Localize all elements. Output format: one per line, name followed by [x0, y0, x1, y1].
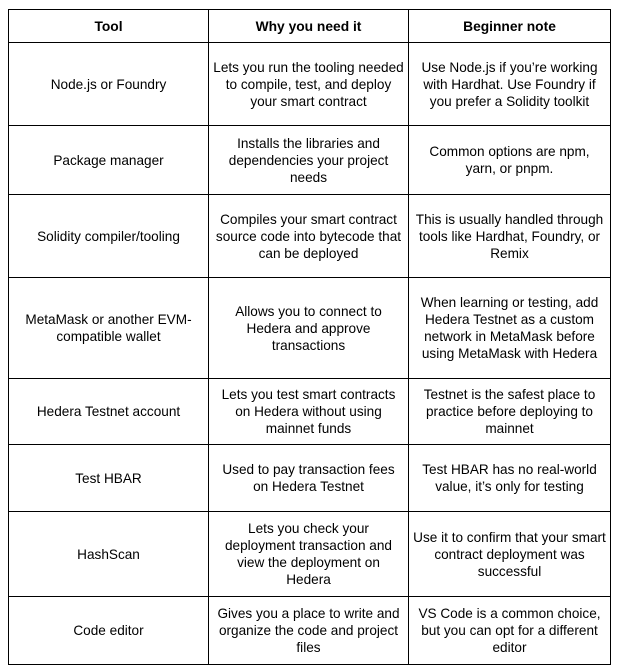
table-row	[9, 278, 611, 379]
header-why: Why you need it	[209, 10, 409, 43]
cell-tool: HashScan	[9, 512, 209, 597]
cell-tool: Solidity compiler/tooling	[9, 195, 209, 278]
header-tool: Tool	[9, 10, 209, 43]
table-row	[9, 512, 611, 597]
cell-tool: Node.js or Foundry	[9, 43, 209, 126]
table-row	[9, 445, 611, 512]
header-note: Beginner note	[409, 10, 611, 43]
header-row	[9, 10, 611, 43]
table-body	[9, 43, 611, 665]
cell-why: Installs the libraries and dependencies your project needs	[209, 126, 409, 195]
table-row	[9, 597, 611, 665]
cell-why: Lets you test smart contracts on Hedera without using mainnet funds	[209, 379, 409, 445]
cell-why: Gives you a place to write and organize the code and project files	[209, 597, 409, 665]
cell-note: Test HBAR has no real-world value, it’s only for testing	[409, 445, 611, 512]
table-header	[9, 10, 611, 43]
table-row	[9, 379, 611, 445]
cell-note: Use it to confirm that your smart contract deployment was successful	[409, 512, 611, 597]
cell-tool: Code editor	[9, 597, 209, 665]
cell-tool: Test HBAR	[9, 445, 209, 512]
table-row	[9, 43, 611, 126]
cell-tool: Hedera Testnet account	[9, 379, 209, 445]
cell-note: Testnet is the safest place to practice before deploying to mainnet	[409, 379, 611, 445]
cell-tool: MetaMask or another EVM-compatible wallet	[9, 278, 209, 379]
cell-why: Lets you run the tooling needed to compile, test, and deploy your smart contract	[209, 43, 409, 126]
cell-why: Allows you to connect to Hedera and approve transactions	[209, 278, 409, 379]
cell-why: Compiles your smart contract source code into bytecode that can be deployed	[209, 195, 409, 278]
cell-note: This is usually handled through tools like Hardhat, Foundry, or Remix	[409, 195, 611, 278]
cell-note: When learning or testing, add Hedera Testnet as a custom network in MetaMask before using MetaMask with Hedera	[409, 278, 611, 379]
cell-why: Used to pay transaction fees on Hedera Testnet	[209, 445, 409, 512]
cell-tool: Package manager	[9, 126, 209, 195]
cell-note: Common options are npm, yarn, or pnpm.	[409, 126, 611, 195]
cell-why: Lets you check your deployment transaction and view the deployment on Hedera	[209, 512, 409, 597]
cell-note: VS Code is a common choice, but you can opt for a different editor	[409, 597, 611, 665]
table-row	[9, 195, 611, 278]
cell-note: Use Node.js if you’re working with Hardhat. Use Foundry if you prefer a Solidity toolkit	[409, 43, 611, 126]
table-row	[9, 126, 611, 195]
tools-table	[8, 9, 611, 665]
